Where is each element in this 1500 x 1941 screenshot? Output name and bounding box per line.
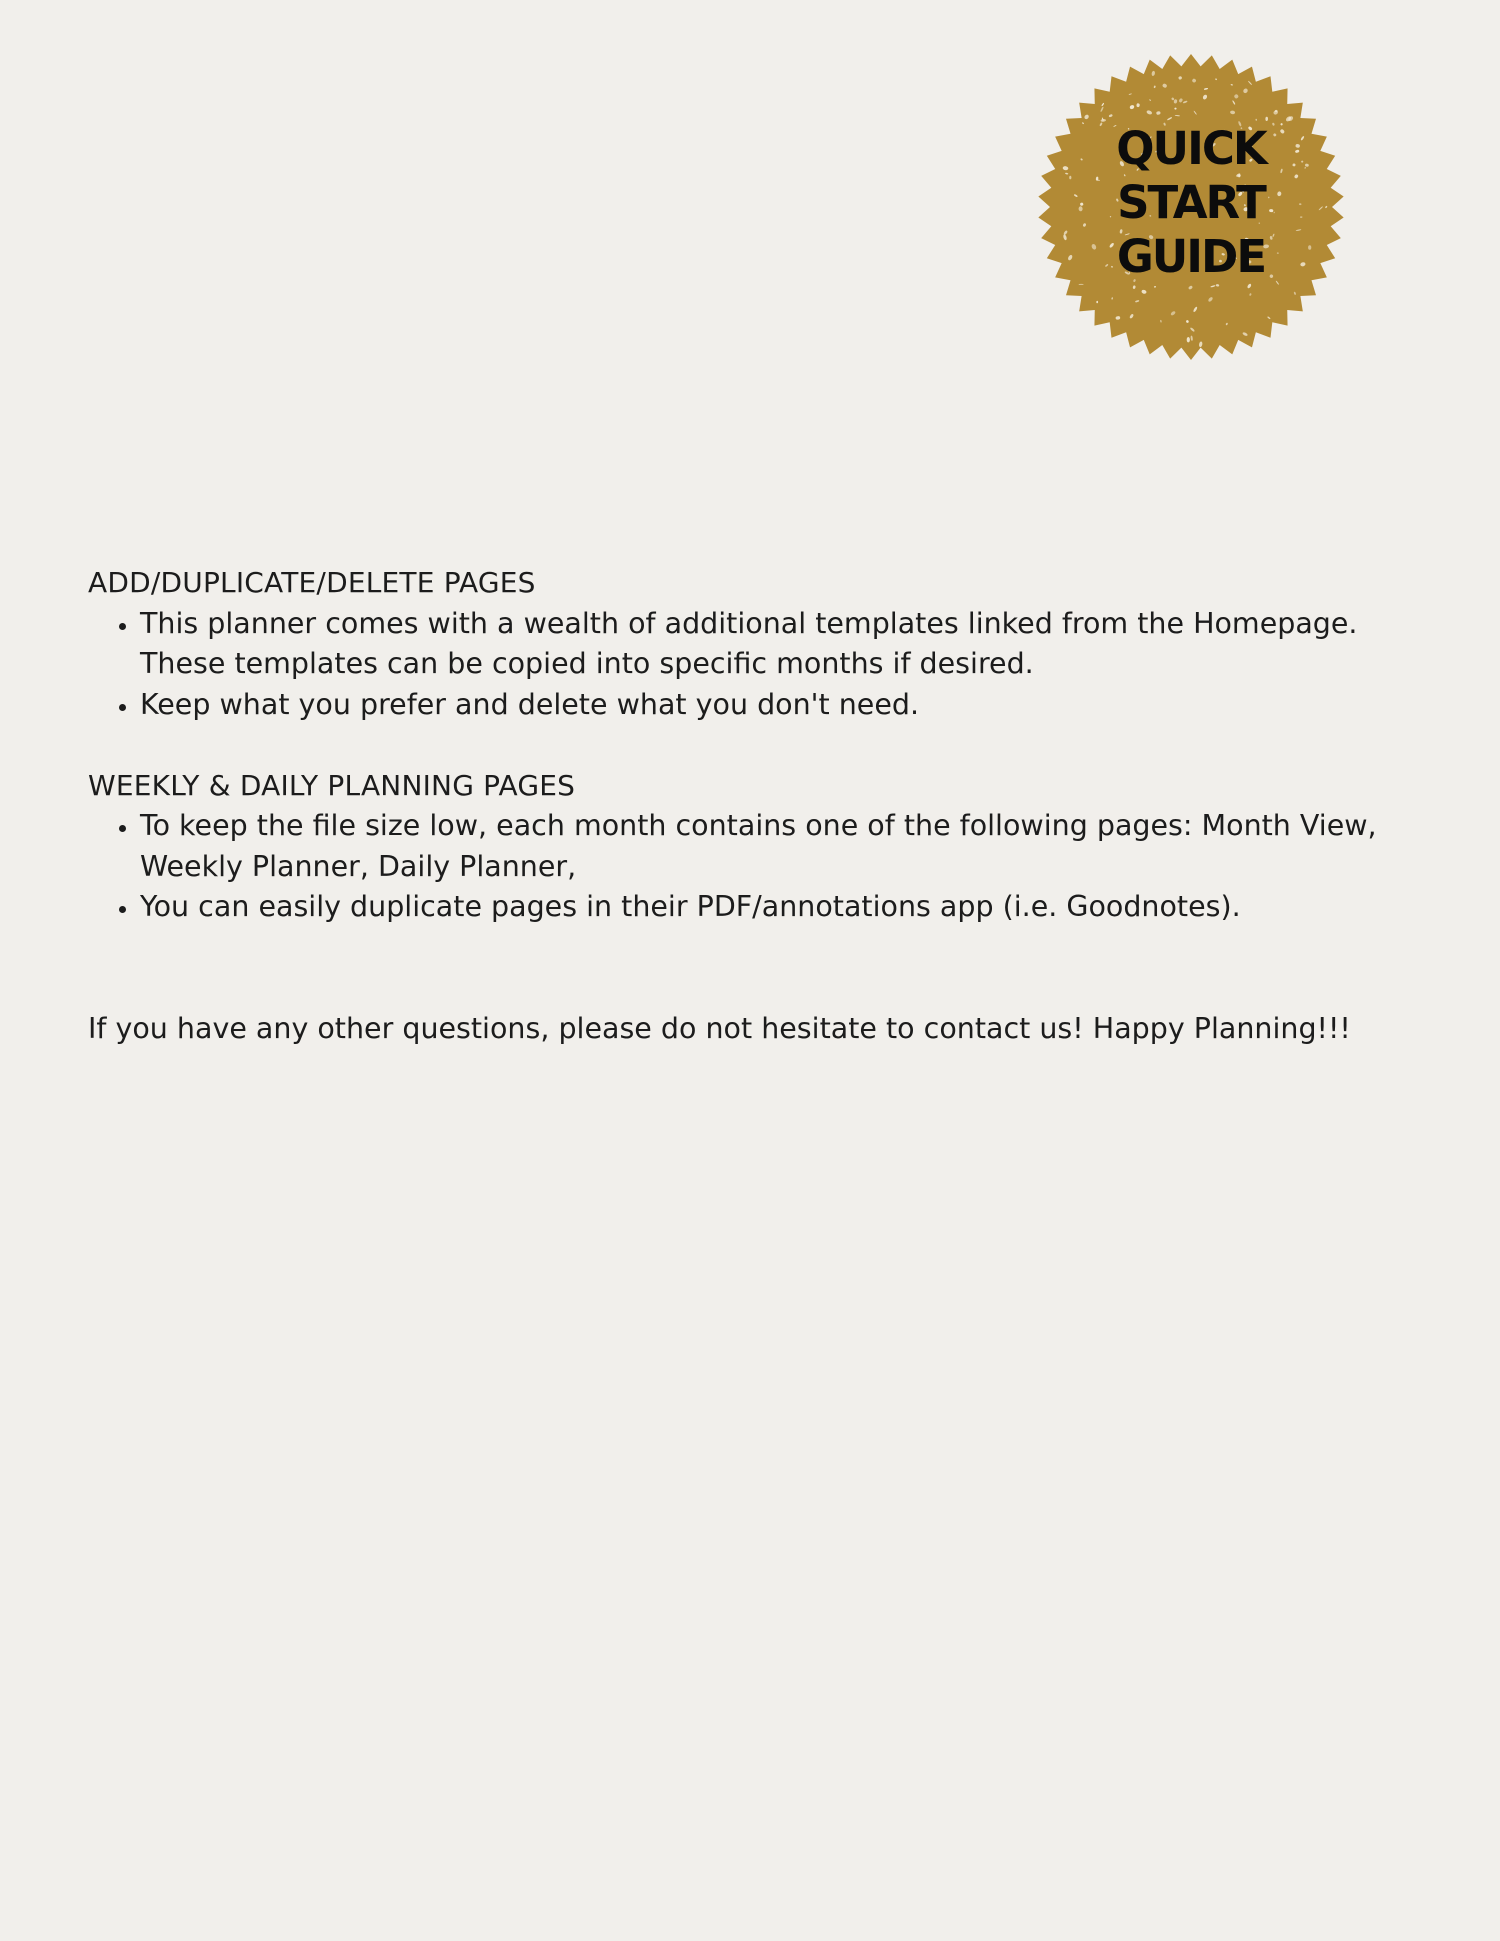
closing-message: If you have any other questions, please do not hesitate to contact us! Happy Planning!!! — [88, 1011, 1351, 1045]
badge-line-start: START — [1117, 176, 1265, 229]
bullet-item: • This planner comes with a wealth of additional templates linked from the Homepage. These templates can be copied into specific months if desired. — [140, 604, 1388, 685]
section-weekly-daily — [88, 766, 1388, 928]
bullet-list — [88, 806, 1388, 928]
bullet-item: • Keep what you prefer and delete what you don't need. — [140, 685, 1388, 726]
bullet-item: • To keep the file size low, each month contains one of the following pages: Month View, Weekly Planner, Daily Planner, — [140, 806, 1388, 887]
badge-line-quick: QUICK — [1116, 122, 1266, 175]
section-heading: WEEKLY & DAILY PLANNING PAGES — [88, 768, 576, 802]
bullet-list — [88, 604, 1388, 726]
badge-line-guide: GUIDE — [1116, 230, 1266, 283]
badge-label — [1036, 48, 1346, 358]
bullet-item: • You can easily duplicate pages in their PDF/annotations app (i.e. Goodnotes). — [140, 887, 1388, 928]
section-add-duplicate-delete — [88, 563, 1388, 725]
section-heading: ADD/DUPLICATE/DELETE PAGES — [88, 566, 536, 599]
quick-start-guide-badge — [1036, 52, 1346, 362]
guide-content — [88, 563, 1388, 1049]
